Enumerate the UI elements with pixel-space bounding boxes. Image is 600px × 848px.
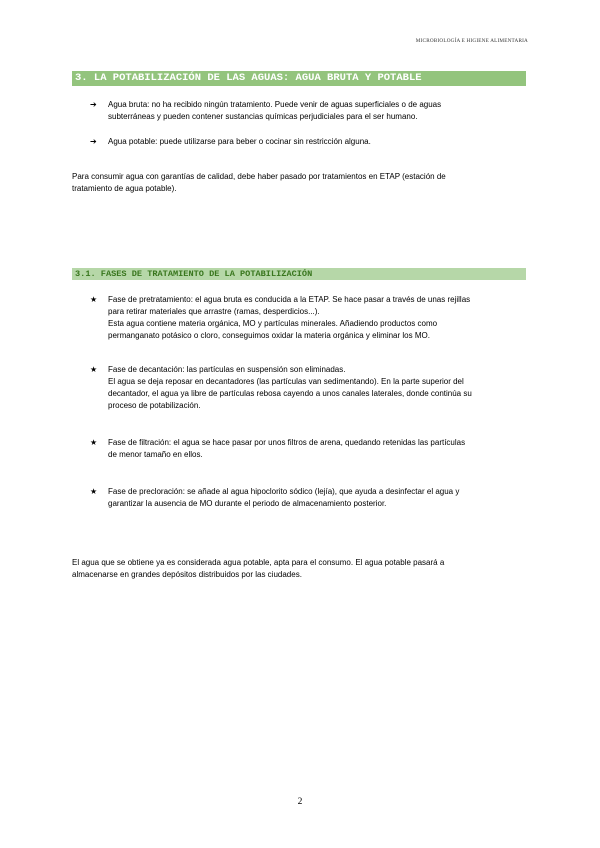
intro-paragraph (72, 171, 522, 195)
paragraph-line: tratamiento de agua potable). (72, 184, 177, 193)
list-item-text: para retirar materiales que arrastre (ramas, desperdicios...). (108, 307, 320, 316)
list-item (90, 99, 526, 123)
section-heading: 3. LA POTABILIZACIÓN DE LAS AGUAS: AGUA BRUTA Y POTABLE (72, 71, 526, 86)
list-item (90, 136, 526, 148)
list-item (90, 437, 526, 461)
running-header: MICROBIOLOGÍA E HIGIENE ALIMENTARIA (415, 38, 528, 44)
list-item-text: Fase de filtración: el agua se hace pasar por unos filtros de arena, quedando retenidas las partículas (108, 438, 466, 447)
list-item-text: Fase de decantación: las partículas en suspensión son eliminadas. (108, 365, 346, 374)
paragraph-line: almacenarse en grandes depósitos distribuidos por las ciudades. (72, 570, 302, 579)
arrow-bullet-icon: ➔ (90, 100, 97, 109)
star-bullet-icon: ★ (90, 365, 98, 374)
list-item-text: proceso de potabilización. (108, 401, 201, 410)
list-item-text: garantizar la ausencia de MO durante el periodo de almacenamiento posterior. (108, 499, 387, 508)
star-bullet-icon: ★ (90, 438, 98, 447)
subsection-heading: 3.1. FASES DE TRATAMIENTO DE LA POTABILIZACIÓN (72, 268, 526, 280)
list-item-text: decantador, el agua ya libre de partículas rebosa cayendo a unos canales laterales, donde continúa su (108, 389, 472, 398)
list-item-text: Fase de pretratamiento: el agua bruta es conducida a la ETAP. Se hace pasar a través de unas rejillas (108, 295, 471, 304)
list-item (90, 294, 526, 342)
list-item-text: El agua se deja reposar en decantadores (las partículas van sedimentando). En la parte superior del (108, 377, 464, 386)
page-number: 2 (297, 797, 303, 807)
list-item (90, 486, 526, 510)
list-item-text: subterráneas y pueden contener sustancias químicas perjudiciales para el ser humano. (108, 112, 418, 121)
paragraph-line: El agua que se obtiene ya es considerada agua potable, apta para el consumo. El agua potable pasará a (72, 558, 445, 567)
list-item-text: Fase de precloración: se añade al agua hipoclorito sódico (lejía), que ayuda a desinfectar el agua y (108, 487, 460, 496)
list-item-text: Esta agua contiene materia orgánica, MO y partículas minerales. Añadiendo productos como (108, 319, 438, 328)
list-item (90, 364, 526, 412)
list-item-text: permanganato potásico o cloro, conseguimos oxidar la materia orgánica y eliminar los MO. (108, 331, 430, 340)
star-bullet-icon: ★ (90, 295, 98, 304)
list-item-text: Agua potable: puede utilizarse para beber o cocinar sin restricción alguna. (108, 137, 371, 146)
closing-paragraph (72, 557, 522, 581)
list-item-text: de menor tamaño en ellos. (108, 450, 203, 459)
list-item-text: Agua bruta: no ha recibido ningún tratamiento. Puede venir de aguas superficiales o de aguas (108, 100, 442, 109)
arrow-bullet-icon: ➔ (90, 137, 97, 146)
paragraph-line: Para consumir agua con garantías de calidad, debe haber pasado por tratamientos en ETAP (estación de (72, 172, 446, 181)
star-bullet-icon: ★ (90, 487, 98, 496)
